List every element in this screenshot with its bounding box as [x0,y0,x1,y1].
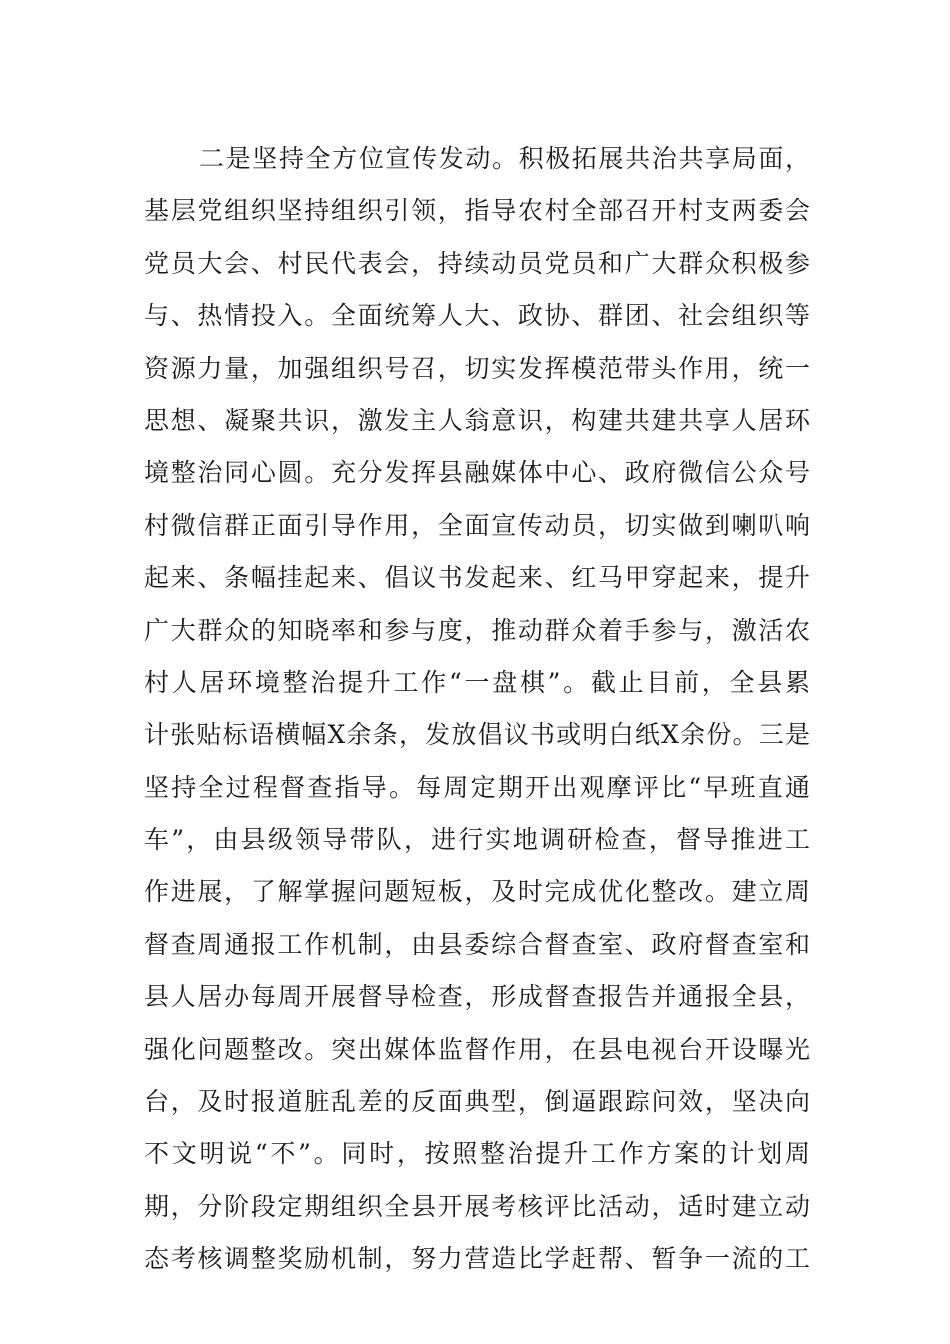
text-line: 坚持全过程督查指导。每周定期开出观摩评比“早班直通 [144,772,810,802]
text-line: 境整治同心圆。充分发挥县融媒体中心、政府微信公众号 [144,458,810,488]
text-line: 基层党组织坚持组织引领，指导农村全部召开村支两委会 [144,196,810,226]
text-line: 与、热情投入。全面统筹人大、政协、群团、社会组织等 [144,301,810,331]
text-line: 起来、条幅挂起来、倡议书发起来、红马甲穿起来，提升 [144,563,810,593]
text-line: 不文明说“不”。同时，按照整治提升工作方案的计划周 [144,1139,810,1169]
text-line: 期，分阶段定期组织全县开展考核评比活动，适时建立动 [144,1191,810,1221]
text-line: 计张贴标语横幅X余条，发放倡议书或明白纸X余份。三是 [144,720,810,750]
text-line: 村微信群正面引导作用，全面宣传动员，切实做到喇叭响 [144,510,810,540]
text-line: 广大群众的知晓率和参与度，推动群众着手参与，激活农 [144,615,810,645]
text-line: 强化问题整改。突出媒体监督作用，在县电视台开设曝光 [144,1034,810,1064]
body-paragraph [144,133,810,1286]
text-line: 党员大会、村民代表会，持续动员党员和广大群众积极参 [144,248,810,278]
text-line: 态考核调整奖励机制，努力营造比学赶帮、暂争一流的工 [144,1244,810,1274]
text-line: 督查周通报工作机制，由县委综合督查室、政府督查室和 [144,929,810,959]
text-line: 二是坚持全方位宣传发动。积极拓展共治共享局面， [199,144,810,173]
text-line: 村人居环境整治提升工作“一盘棋”。截止目前，全县累 [144,667,810,697]
text-line: 车”，由县级领导带队，进行实地调研检查，督导推进工 [144,825,810,855]
text-line: 县人居办每周开展督导检查，形成督查报告并通报全县， [144,982,810,1012]
text-line: 资源力量，加强组织号召，切实发挥模范带头作用，统一 [144,353,810,383]
text-line: 思想、凝聚共识，激发主人翁意识，构建共建共享人居环 [144,405,810,435]
text-line: 台，及时报道脏乱差的反面典型，倒逼跟踪问效，坚决向 [144,1087,810,1117]
text-line: 作进展，了解掌握问题短板，及时完成优化整改。建立周 [144,877,810,907]
